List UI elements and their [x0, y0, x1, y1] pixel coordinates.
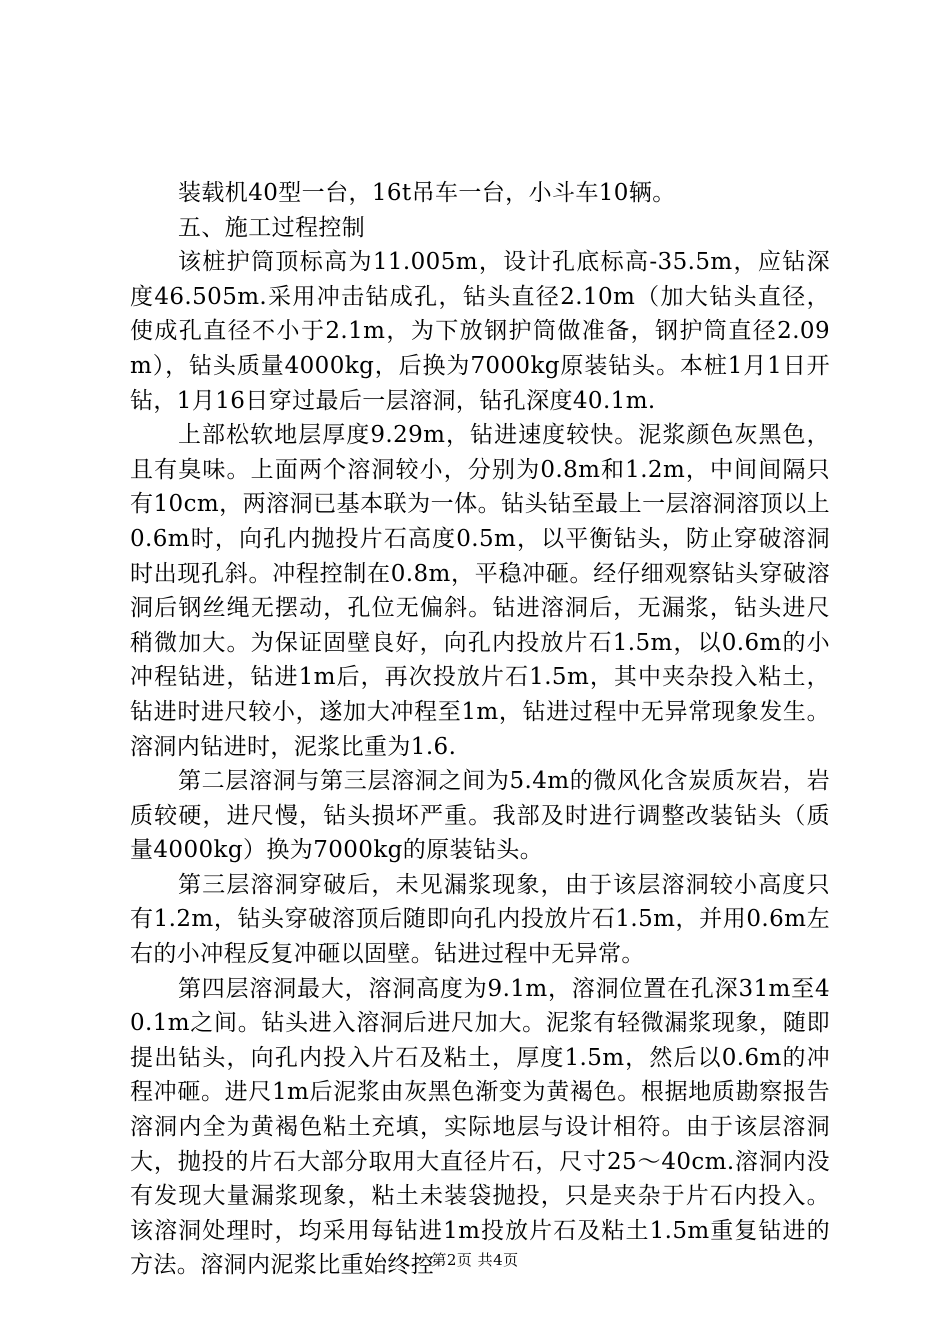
document-body [130, 176, 830, 1283]
page-footer: 第2页 共4页 [431, 1251, 519, 1269]
paragraph-third-cave: 第三层溶洞穿破后，未见漏浆现象，由于该层溶洞较小高度只有1.2m，钻头穿破溶顶后随即向孔内投放片石1.5m，并用0.6m左右的小冲程反复冲砸以固壁。钻进过程中无异常。 [130, 871, 830, 968]
section-heading: 五、施工过程控制 [178, 214, 366, 241]
equipment-list-line: 装载机40型一台，16t吊车一台，小斗车10辆。 [178, 180, 676, 206]
paragraph-casing-elevation: 该桩护筒顶标高为11.005m，设计孔底标高-35.5m，应钻深度46.505m.采用冲击钻成孔，钻头直径2.10m（加大钻头直径，使成孔直径不小于2.1m，为下放钢护筒做准备，钢护筒直径2.09m），钻头质量4000kg，后换为7000kg原装钻头。本桩1月1日开钻，1月16日穿过最后一层溶洞，钻孔深度40.1m. [130, 249, 830, 414]
paragraph-upper-stratum: 上部松软地层厚度9.29m，钻进速度较快。泥浆颜色灰黑色，且有臭味。上面两个溶洞较小，分别为0.8m和1.2m，中间间隔只有10cm，两溶洞已基本联为一体。钻头钻至最上一层溶洞溶顶以上0.6m时，向孔内抛投片石高度0.5m，以平衡钻头，防止穿破溶洞时出现孔斜。冲程控制在0.8m，平稳冲砸。经仔细观察钻头穿破溶洞后钢丝绳无摆动，孔位无偏斜。钻进溶洞后，无漏浆，钻头进尺稍微加大。为保证固壁良好，向孔内投放片石1.5m，以0.6m的小冲程钻进，钻进1m后，再次投放片石1.5m，其中夹杂投入粘土，钻进时进尺较小，遂加大冲程至1m，钻进过程中无异常现象发生。溶洞内钻进时，泥浆比重为1.6. [130, 422, 830, 760]
paragraph-fourth-cave: 第四层溶洞最大，溶洞高度为9.1m，溶洞位置在孔深31m至40.1m之间。钻头进入溶洞后进尺加大。泥浆有轻微漏浆现象，随即提出钻头，向孔内投入片石及粘土，厚度1.5m，然后以0.6m的冲程冲砸。进尺1m后泥浆由灰黑色渐变为黄褐色。根据地质勘察报告溶洞内全为黄褐色粘土充填，实际地层与设计相符。由于该层溶洞大，抛投的片石大部分取用大直径片石，尺寸25～40cm.溶洞内没有发现大量漏浆现象，粘土未装袋抛投，只是夹杂于片石内投入。该溶洞处理时，均采用每钻进1m投放片石及粘土1.5m重复钻进的方法。溶洞内泥浆比重始终控 [130, 975, 830, 1279]
paragraph-second-cave: 第二层溶洞与第三层溶洞之间为5.4m的微风化含炭质灰岩，岩质较硬，进尺慢，钻头损坏严重。我部及时进行调整改装钻头（质量4000kg）换为7000kg的原装钻头。 [130, 768, 830, 864]
